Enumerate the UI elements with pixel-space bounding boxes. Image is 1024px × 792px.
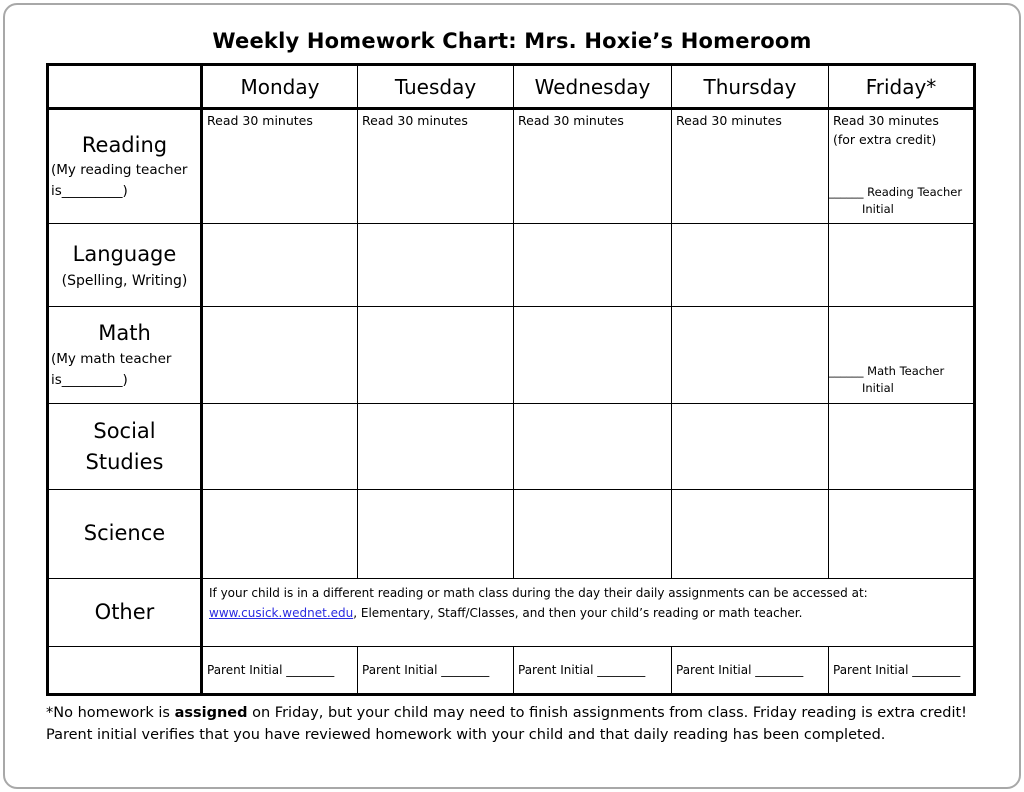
math-teacher-initial-block bbox=[829, 363, 973, 398]
footnote-line1-suffix: on Friday, but your child may need to finish assignments from class. Friday reading is extra credit! bbox=[247, 705, 967, 721]
row-label-language bbox=[48, 224, 202, 307]
social-studies-row bbox=[48, 404, 975, 490]
cell-social-wednesday bbox=[514, 404, 672, 490]
reading-thursday-text: Read 30 minutes bbox=[676, 113, 782, 128]
other-note-line2-rest: , Elementary, Staff/Classes, and then your child’s reading or math teacher. bbox=[353, 606, 803, 620]
parent-initial-thursday: Parent Initial ________ bbox=[676, 663, 804, 677]
cell-language-monday bbox=[202, 224, 358, 307]
parent-initial-friday: Parent Initial ________ bbox=[833, 663, 961, 677]
social-studies-label-line1: Social bbox=[93, 418, 156, 443]
reading-teacher-initial-label: Initial bbox=[862, 201, 894, 216]
reading-teacher-initial-line: ______ Reading Teacher bbox=[829, 184, 963, 199]
reading-sublabel-line1: (My reading teacher bbox=[51, 162, 188, 179]
other-label: Other bbox=[94, 599, 155, 624]
footnote-line1-bold: assigned bbox=[174, 705, 248, 721]
cell-math-wednesday bbox=[514, 307, 672, 404]
cell-math-monday bbox=[202, 307, 358, 404]
reading-wednesday-text: Read 30 minutes bbox=[518, 113, 624, 128]
cell-math-friday bbox=[829, 307, 975, 404]
cell-parent-tuesday bbox=[358, 647, 514, 695]
row-label-social-studies bbox=[48, 404, 202, 490]
math-label: Math bbox=[98, 321, 151, 346]
website-link[interactable]: www.cusick.wednet.edu bbox=[209, 606, 354, 620]
row-label-reading bbox=[48, 109, 202, 224]
reading-sublabel-line2: is_________) bbox=[51, 183, 128, 200]
cell-language-tuesday bbox=[358, 224, 514, 307]
footnote-line1 bbox=[46, 702, 978, 724]
cell-social-thursday bbox=[672, 404, 829, 490]
row-label-science bbox=[48, 490, 202, 579]
math-sublabel-line2: is_________) bbox=[51, 371, 128, 388]
cell-science-tuesday bbox=[358, 490, 514, 579]
language-label: Language bbox=[72, 242, 177, 267]
cell-language-wednesday bbox=[514, 224, 672, 307]
cell-reading-thursday bbox=[672, 109, 829, 224]
reading-friday-line1: Read 30 minutes bbox=[833, 113, 939, 128]
homework-table bbox=[46, 63, 976, 696]
cell-parent-thursday bbox=[672, 647, 829, 695]
footnote-line1-prefix: *No homework is bbox=[46, 705, 175, 721]
column-header-friday: Friday* bbox=[829, 65, 975, 109]
cell-science-wednesday bbox=[514, 490, 672, 579]
cell-science-monday bbox=[202, 490, 358, 579]
language-sublabel: (Spelling, Writing) bbox=[61, 272, 188, 289]
footnote bbox=[46, 702, 978, 746]
reading-row bbox=[48, 109, 975, 224]
cell-reading-monday bbox=[202, 109, 358, 224]
cell-science-thursday bbox=[672, 490, 829, 579]
column-header-thursday: Thursday bbox=[672, 65, 829, 109]
language-row bbox=[48, 224, 975, 307]
reading-tuesday-text: Read 30 minutes bbox=[362, 113, 468, 128]
reading-friday-line2: (for extra credit) bbox=[833, 132, 937, 147]
page-title: Weekly Homework Chart: Mrs. Hoxie’s Homeroom bbox=[212, 29, 812, 53]
cell-social-friday bbox=[829, 404, 975, 490]
column-header-monday: Monday bbox=[202, 65, 358, 109]
other-note-line1: If your child is in a different reading or math class during the day their daily assignments can be accessed at: bbox=[209, 586, 868, 600]
cell-other-note bbox=[202, 579, 975, 647]
parent-initial-wednesday: Parent Initial ________ bbox=[518, 663, 646, 677]
column-header-tuesday: Tuesday bbox=[358, 65, 514, 109]
cell-social-tuesday bbox=[358, 404, 514, 490]
math-teacher-initial-label: Initial bbox=[862, 380, 894, 395]
science-label: Science bbox=[83, 521, 166, 546]
cell-reading-tuesday bbox=[358, 109, 514, 224]
header-row bbox=[48, 65, 975, 109]
parent-initial-monday: Parent Initial ________ bbox=[207, 663, 335, 677]
cell-social-monday bbox=[202, 404, 358, 490]
row-label-math bbox=[48, 307, 202, 404]
cell-parent-wednesday bbox=[514, 647, 672, 695]
reading-label: Reading bbox=[81, 132, 168, 157]
cell-reading-wednesday bbox=[514, 109, 672, 224]
column-header-blank bbox=[48, 65, 202, 109]
column-header-wednesday: Wednesday bbox=[514, 65, 672, 109]
math-sublabel-line1: (My math teacher bbox=[51, 350, 172, 367]
cell-language-thursday bbox=[672, 224, 829, 307]
science-row bbox=[48, 490, 975, 579]
reading-teacher-initial-block bbox=[829, 184, 973, 219]
cell-language-friday bbox=[829, 224, 975, 307]
math-row bbox=[48, 307, 975, 404]
cell-math-thursday bbox=[672, 307, 829, 404]
cell-parent-monday bbox=[202, 647, 358, 695]
cell-reading-friday bbox=[829, 109, 975, 224]
row-label-other bbox=[48, 579, 202, 647]
reading-monday-text: Read 30 minutes bbox=[207, 113, 313, 128]
cell-science-friday bbox=[829, 490, 975, 579]
other-note-line2 bbox=[203, 603, 973, 623]
parent-initial-row bbox=[48, 647, 975, 695]
parent-initial-tuesday: Parent Initial ________ bbox=[362, 663, 490, 677]
cell-parent-friday bbox=[829, 647, 975, 695]
cell-parent-blank bbox=[48, 647, 202, 695]
social-studies-label-line2: Studies bbox=[85, 449, 164, 474]
math-teacher-initial-line: ______ Math Teacher bbox=[829, 363, 945, 378]
other-row bbox=[48, 579, 975, 647]
footnote-line2: Parent initial verifies that you have reviewed homework with your child and that daily reading has been completed. bbox=[46, 727, 886, 743]
cell-math-tuesday bbox=[358, 307, 514, 404]
